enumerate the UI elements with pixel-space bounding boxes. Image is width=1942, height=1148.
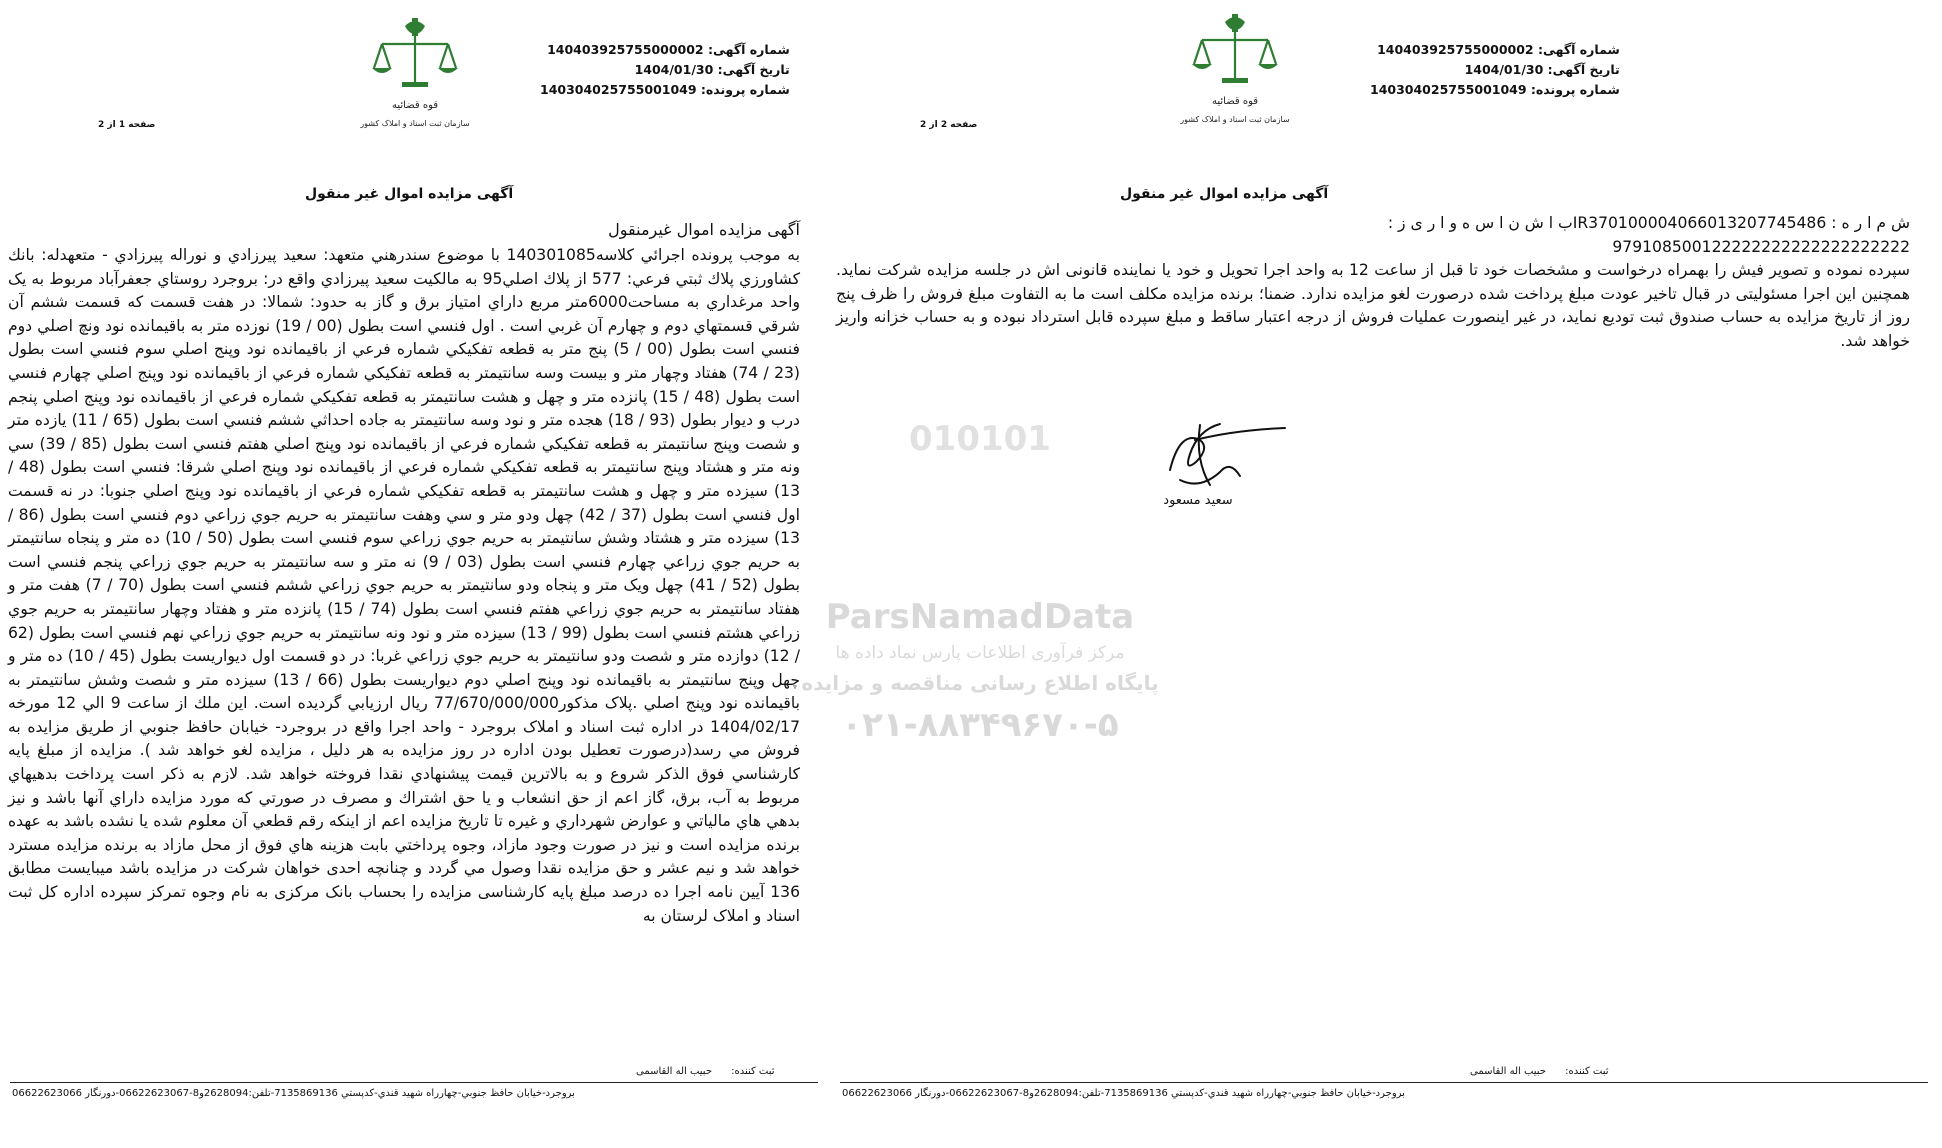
file-number: 140304025755001049 [1370,82,1527,97]
watermark-line-1: مرکز فرآوری اطلاعات پارس نماد داده ها [835,643,1125,663]
notice-date-label: تاریخ آگهی: [1547,62,1620,77]
recorder-name: حبیب اله القاسمی [1470,1066,1547,1077]
notice-page-1 [0,0,820,1148]
account-number-line: 979108500122222222222222222222 [1612,237,1910,256]
footer-divider [840,1082,1928,1083]
payment-id-line: ش م ا ر ه : IR370100004066013207745486ب ا ش ن ا س ه و ا ر ی ز : [1387,214,1910,232]
recorder-info [636,1066,775,1077]
footer-divider [10,1082,818,1083]
recorder-label: ثبت كننده: [1565,1066,1609,1077]
signature-icon [1140,400,1300,510]
recorder-name: حبیب اله القاسمی [636,1066,713,1077]
file-number-label: شماره پرونده: [700,82,790,97]
notice-date-label: تاریخ آگهی: [717,62,790,77]
judiciary-emblem-icon [1180,10,1290,140]
notice-number: 140403925755000002 [1377,42,1534,57]
notice-heading: آگهی مزایده اموال غیرمنقول [608,220,800,239]
notice-body-text [836,212,1910,354]
emblem-caption-bottom: سازمان ثبت اسناد و املاک کشور [360,119,470,128]
file-number-label: شماره پرونده: [1530,82,1620,97]
notice-title: آگهی مزایده اموال غیر منقول [305,186,514,202]
file-number: 140304025755001049 [540,82,697,97]
signature-text: سعید مسعود [1163,493,1233,508]
watermark-phone: ۰۲۱-۸۸۳۴۹۶۷۰-۵ [841,705,1119,745]
judiciary-emblem-icon [360,14,470,144]
emblem-caption-bottom: سازمان ثبت اسناد و املاک کشور [1180,115,1290,124]
recorder-label: ثبت كننده: [731,1066,775,1077]
notice-date: 1404/01/30 [1464,62,1544,77]
notice-title: آگهی مزایده اموال غیر منقول [1120,186,1329,202]
page-number: صفحه 2 از 2 [920,120,978,130]
notice-number-label: شماره آگهی: [708,42,790,57]
office-address: بروجرد-خيابان حافظ جنوبي-چهارراه شهيد قندي-كدپستي 7135869136-تلفن:2628094و8-06622623067-دورنگار 06622623066 [12,1088,575,1099]
notice-number: 140403925755000002 [547,42,704,57]
recorder-info [1470,1066,1609,1077]
notice-body-text: به موجب پرونده اجرائي كلاسه140301085 با موضوع سندرهني متعهد: سعيد پيرزادي و نوراله پيرزادي - متعهدله: بانك كشاورزي پلاك ثبتي فرعي: 577 از پلاك اصلي95 به مالكيت سعيد پيرزادي واقع در: بروجرد روستاي جعفرآباد مربوط به يک واحد مرغداري به مساحت6000متر مربع داراي امتياز برق و گاز به حدود: شمالا: در هفت قسمت كه قسمت ششم آن شرقي قسمتهاي دوم و چهارم آن غربي است . اول فنسي است بطول (00 / 19) نوزده متر به باقيمانده نود ونچ اصلي دوم فنسي است بطول (00 / 5) پنج متر به قطعه تفكيكي شماره فرعي از باقيمانده نود وپنج اصلي سوم فنسي است بطول (23 / 74) هفتاد وچهار متر و بيست وسه سانتيمتر به قطعه تفكيكي شماره فرعي از باقيمانده نود وپنج اصلي چهارم فنسي است بطول (48 / 15) پانزده متر و چهل و هشت سانتيمتر به قطعه تفكيكي شماره فرعي از باقيمانده نود وپنج اصلي پنجم درب و ديوار بطول (93 / 18) هجده متر و نود وسه سانتيمتر به جاده احداثي ششم فنسي است بطول (65 / 11) يازده متر و شصت وپنج سانتيمتر به قطعه تفكيكي شماره فرعي از باقيمانده نود وپنج اصلي هفتم فنسي است بطول (85 / 39) سي ونه متر و هشتاد وپنج سانتيمتر به قطعه تفكيكي شماره فرعي از باقيمانده نود وپنج اصلي شرقا: فنسي است بطول (48 / 13) سيزده متر و چهل و هشت سانتيمتر به قطعه تفكيكي شماره فرعي از باقيمانده نود وپنج اصلي جنوبا: در نه قسمت اول فنسي است بطول (37 / 42) چهل ودو متر و سي وهفت سانتيمتر به حريم جوي زراعي دوم فنسي است بطول (86 / 13) سيزده متر و هشتاد وشش سانتيمتر به حريم جوي زراعي سوم فنسي است بطول (50 / 10) ده متر و پنجاه سانتيمتر به حريم جوي زراعي چهارم فنسي است بطول (03 / 9) نه متر و سه سانتيمتر به حريم جوي زراعي پنجم فنسي است بطول (52 / 41) چهل ويک متر و پنجاه ودو سانتيمتر به حريم جوي زراعي ششم فنسي است بطول (70 / 7) هفت متر و هفتاد سانتيمتر به حريم جوي زراعي هفتم فنسي است بطول (74 / 15) پانزده متر و هفتاد وچهار سانتيمتر به حريم جوي زراعي هشتم فنسي است بطول (99 / 13) سيزده متر و نود ونه سانتيمتر به حريم جوي زراعي نهم فنسي است بطول (62 / 12) دوازده متر و شصت ودو سانتيمتر به حريم جوي زراعي غربا: در دو قسمت اول ديواريست بطول (45 / 10) ده متر و چهل وپنج سانتيمتر به باقيمانده نود وپنج اصلي دوم ديواريست بطول (66 / 13) سيزده متر و شصت وشش سانتيمتر به باقيمانده نود وپنج اصلي .پلاک مذکور77/670/000/000 ريال ارزيابي گرديده است. اين ملك از ساعت 9 الي 12 مورخه 1404/02/17 در اداره ثبت اسناد و املاک بروجرد - واحد اجرا واقع در بروجرد- خيابان حافظ جنوبي از طريق مزايده به فروش مي رسد(درصورت تعطيل بودن اداره در روز مزايده به هر دليل ، مزايده لغو خواهد شد ). مزايده از مبلغ پايه كارشناسي فوق الذكر شروع و به بالاترين قيمت پيشنهادي نقدا فروخته خواهد شد. لازم به ذكر است پرداخت بدهيهاي مربوط به آب، برق، گاز اعم از حق انشعاب و يا حق اشتراك و مصرف در صورتي كه مورد مزايده داراي آنها باشد و نيز بدهي هاي مالياتي و عوارض شهرداري و غيره تا تاريخ مزايده اعم از اينكه رقم قطعي آن معلوم شده يا نشده باشد به عهده برنده مزايده است و نيز در صورت وجود مازاد، وجوه پرداختي بابت هزينه هاي فوق از محل مازاد به برنده مزايده مسترد خواهد شد و نيم عشر و حق مزايده نقدا وصول مي گردد و چنانچه احدی خواهان شرکت در مزايده باشد میبایست مطابق 136 آيين نامه اجرا ده درصد مبلغ پايه كارشناسی مزايده را بحساب بانک مرکزی به نام وجوه تمرکز سپرده اداره کل ثبت اسناد و املاک لرستان به [8,246,801,925]
watermark-line-2: پایگاه اطلاع رسانی مناقصه و مزایده [801,671,1159,695]
notice-header-info [540,40,790,100]
notice-header-info-2 [1370,40,1620,100]
emblem-caption-top: قوه قضائیه [391,100,439,111]
watermark-digits: 010101 [909,419,1051,459]
page-number: صفحه 1 از 2 [98,120,156,130]
office-address: بروجرد-خيابان حافظ جنوبي-چهارراه شهيد قندي-كدپستي 7135869136-تلفن:2628094و8-06622623067-دورنگار 06622623066 [842,1088,1405,1099]
notice-continuation: سپرده نموده و تصویر فیش را بهمراه درخواست و مشخصات خود تا قبل از ساعت 12 به واحد اجرا تحویل و خود یا نماینده قانونی اش در جلسه مزایده شرکت نماید. همچنین این اجرا مسئولیتی در قبال تاخیر عودت مبلغ پرداخت شده درصورت لغو مزایده ندارد. ضمنا؛ برنده مزایده مکلف است ما به التفاوت مبلغ فروش را ظرف پنج روز از تاریخ مزایده به حساب صندوق ثبت تودیع نماید، در غیر اینصورت عملیات فروش از درجه اعتبار ساقط و مبلغ سپرده قابل استرداد نبوده و به حساب خزانه واریز خواهد شد. [836,261,1910,350]
emblem-caption-top: قوه قضائیه [1211,96,1259,107]
notice-date: 1404/01/30 [634,62,714,77]
notice-number-label: شماره آگهی: [1538,42,1620,57]
watermark-brand: ParsNamadData [825,597,1135,637]
notice-page-2 [830,0,1942,1148]
